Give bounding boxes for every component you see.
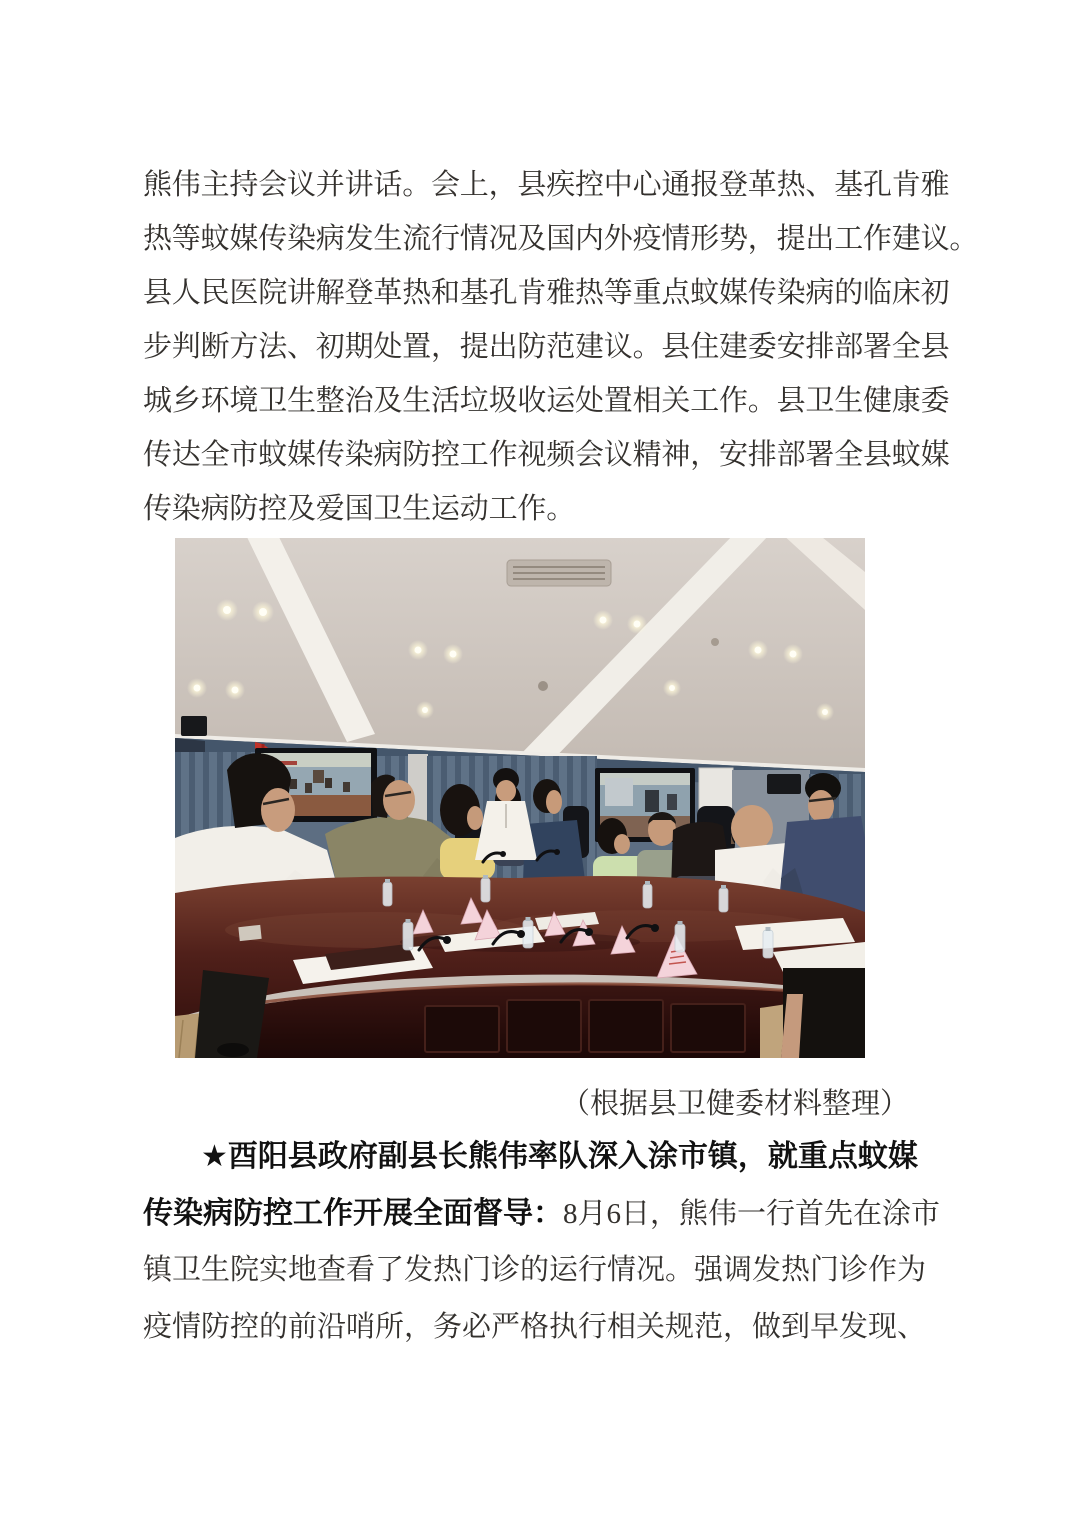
body-text-line: 熊伟主持会议并讲话。会上，县疾控中心通报登革热、基孔肯雅 xyxy=(143,169,950,201)
body-text-line: 城乡环境卫生整治及生活垃圾收运处置相关工作。县卫生健康委 xyxy=(143,385,950,417)
body-text-line: 传染病防控及爱国卫生运动工作。 xyxy=(143,493,576,525)
photo-caption: （根据县卫健委材料整理） xyxy=(560,1088,909,1120)
body-text-line: 热等蚊媒传染病发生流行情况及国内外疫情形势，提出工作建议。 xyxy=(143,223,979,255)
meeting-photo-graphic xyxy=(175,538,865,1058)
body-text-line: 步判断方法、初期处置，提出防范建议。县住建委安排部署全县 xyxy=(143,331,950,363)
paragraph2-line: 镇卫生院实地查看了发热门诊的运行情况。强调发热门诊作为 xyxy=(143,1254,927,1286)
paragraph2-line xyxy=(143,1185,953,1242)
body-paragraph-1 xyxy=(143,158,979,536)
body-paragraph-2 xyxy=(143,1128,953,1356)
paragraph2-line: 疫情防控的前沿哨所，务必严格执行相关规范，做到早发现、 xyxy=(143,1311,927,1343)
body-text-line: 县人民医院讲解登革热和基孔肯雅热等重点蚊媒传染病的临床初 xyxy=(143,277,950,309)
body-text-run: 8月6日，熊伟一行首先在涂市 xyxy=(563,1198,941,1230)
bold-lead-text: ★酉阳县政府副县长熊伟率队深入涂市镇，就重点蚊媒 xyxy=(201,1140,918,1173)
bold-lead-text: 传染病防控工作开展全面督导： xyxy=(143,1197,563,1230)
paragraph2-line xyxy=(143,1128,953,1185)
meeting-photo xyxy=(175,538,865,1058)
body-text-line: 传达全市蚊媒传染病防控工作视频会议精神，安排部署全县蚊媒 xyxy=(143,439,950,471)
